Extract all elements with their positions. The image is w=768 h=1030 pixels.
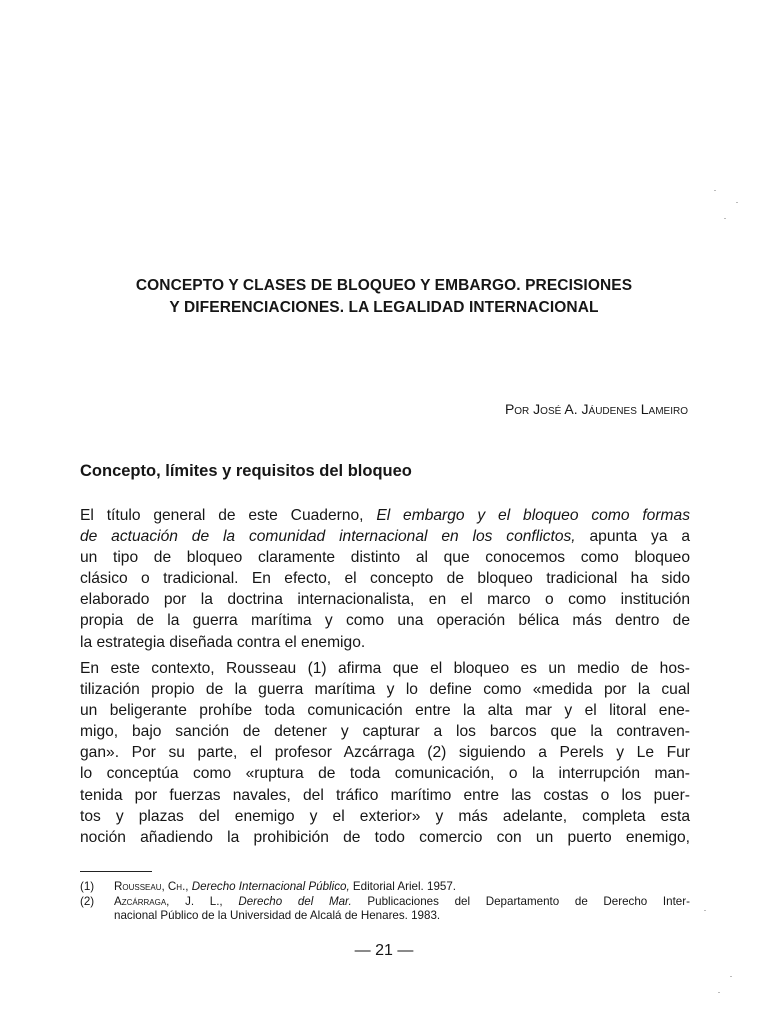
text-run: El título general de este Cuaderno, [80,507,377,524]
author-byline: Por José A. Jáudenes Lameiro [504,401,688,417]
paragraph-2 [80,658,690,848]
paragraph-line [80,505,690,526]
footnote-rest: Editorial Ariel. 1957. [349,880,457,893]
footnote-line: nacional Público de la Universidad de Alcalá de Henares. 1983. [114,909,441,923]
paragraph-line: En este contexto, Rousseau (1) afirma que el bloqueo es un medio de hos- [80,660,690,677]
paragraph-1 [80,505,690,653]
page-number: — 21 — [354,942,414,959]
footnote-rest: Publicaciones del Departamento de Derecho Inter- [351,894,690,908]
paragraph-line: un tipo de bloqueo claramente distinto al que conocemos como bloqueo [80,549,690,567]
footnote-work: Derecho del Mar. [238,894,352,908]
paragraph-line: gan». Por su parte, el profesor Azcárraga (2) siguiendo a Perels y Le Fur [80,744,690,762]
paragraph-line: elaborado por la doctrina internacionalista, en el marco o como institución [80,591,690,609]
title-line-2: Y DIFERENCIACIONES. LA LEGALIDAD INTERNACIONAL [169,299,599,316]
footnote-number: (2) [80,894,95,908]
paragraph-line: noción añadiendo la prohibición de todo comercio con un puerto enemigo, [80,828,690,846]
section-heading: Concepto, límites y requisitos del bloqueo [80,462,412,480]
paragraph-line: clásico o tradicional. En efecto, el concepto de bloqueo tradicional ha sido [80,570,690,588]
footnote-author: Azcárraga, J. L., [114,894,223,908]
paragraph-line: tenida por fuerzas navales, del tráfico marítimo entre las costas o los puer- [80,786,690,804]
footnote-line [114,880,690,895]
text-run: apunta ya a [575,528,691,546]
italic-run: de actuación de la comunidad internacional en los conflictos, [80,528,576,546]
paragraph-line: tos y plazas del enemigo y el exterior» y más adelante, completa esta [80,807,690,825]
title-line-1: CONCEPTO Y CLASES DE BLOQUEO Y EMBARGO. PRECISIONES [135,277,633,294]
footnote-work: Derecho Internacional Público, [191,880,350,893]
footnote-line [114,895,690,910]
paragraph-line: migo, bajo sanción de detener y capturar a los barcos que la contraven- [80,723,690,741]
footnote-author: Rousseau, Ch., [114,880,189,893]
italic-run: El embargo y el bloqueo como formas [376,507,690,524]
paragraph-line: tilización propio de la guerra marítima y lo define como «medida por la cual [80,681,690,699]
paragraph-line: la estrategia diseñada contra el enemigo. [80,633,366,651]
footnote-2 [80,895,690,924]
paragraph-line: propia de la guerra marítima y como una operación bélica más dentro de [80,612,690,630]
footnote-divider [80,871,152,872]
article-title [60,275,708,319]
paragraph-line [80,526,690,547]
paragraph-line: un beligerante prohíbe toda comunicación entre la alta mar y el litoral ene- [80,702,690,720]
footnotes [80,880,690,924]
footnote-1 [80,880,690,895]
footnote-number: (1) [80,880,95,893]
scan-specks [694,170,754,1030]
paragraph-line: lo conceptúa como «ruptura de toda comunicación, o la interrupción man- [80,765,690,783]
